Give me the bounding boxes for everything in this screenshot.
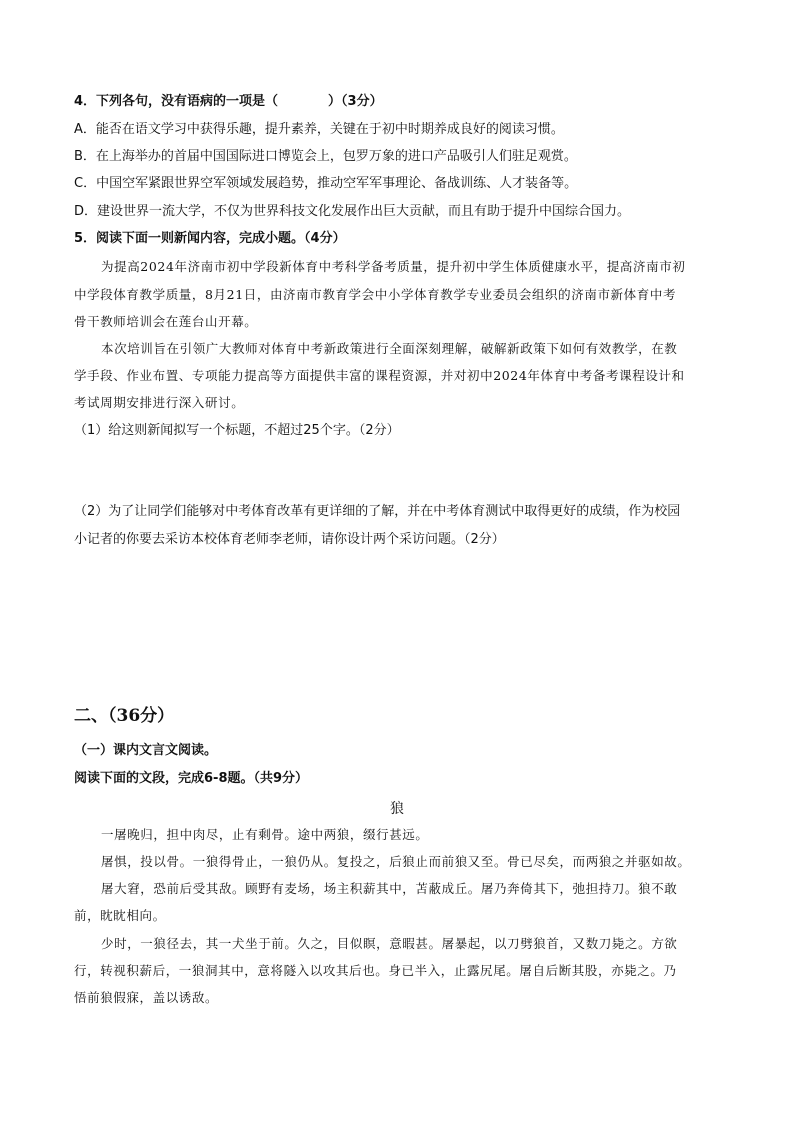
option-a: A．能否在语文学习中获得乐趣，提升素养，关键在于初中时期养成良好的阅读习惯。	[74, 122, 564, 137]
section-2-instruction: 阅读下面的文段，完成6-8题。（共9分）	[74, 771, 309, 786]
classical-text-line: 前，眈眈相向。	[74, 908, 166, 923]
option-b: B．在上海举办的首届中国国际进口博览会上，包罗万象的进口产品吸引人们驻足观赏。	[74, 149, 577, 164]
text-title: 狼	[390, 801, 404, 817]
option-d: D．建设世界一流大学，不仅为世界科技文化发展作出巨大贡献，而且有助于提升中国综合国力。	[74, 204, 631, 219]
classical-text-line: 悟前狼假寐，盖以诱敌。	[74, 990, 219, 1005]
classical-text-line: 屠大窘，恐前后受其敌。顾野有麦场，场主积薪其中，苫蔽成丘。屠乃奔倚其下，弛担持刀。狼不敢	[101, 881, 678, 896]
question-5-part-1: （1）给这则新闻拟写一个标题，不超过25个字。（2分）	[74, 423, 400, 438]
classical-text-line: 屠惧，投以骨。一狼得骨止，一狼仍从。复投之，后狼止而前狼又至。骨已尽矣，而两狼之并驱如故。	[101, 854, 691, 869]
question-4-stem-end: ）（3分）	[328, 94, 383, 109]
classical-text-line: 一屠晚归，担中肉尽，止有剩骨。途中两狼，缀行甚远。	[101, 827, 429, 842]
news-line: 中学段体育教学质量，8月21日，由济南市教育学会中小学体育教学专业委员会组织的济南市新体育中考	[74, 287, 677, 302]
classical-text-line: 行，转视积薪后，一狼洞其中，意将隧入以攻其后也。身已半入，止露尻尾。屠自后断其股，亦毙之。乃	[74, 963, 677, 978]
news-line: 本次培训旨在引领广大教师对体育中考新政策进行全面深刻理解，破解新政策下如何有效教学，在教	[101, 341, 678, 356]
question-5-stem: 5．阅读下面一则新闻内容，完成小题。（4分）	[74, 231, 346, 246]
question-4-stem	[74, 93, 383, 111]
question-5-part-2-line: 小记者的你要去采访本校体育老师李老师，请你设计两个采访问题。（2分）	[74, 532, 505, 547]
news-line: 学手段、作业布置、专项能力提高等方面提供丰富的课程资源，并对初中2024年体育中考备考课程设计和	[74, 368, 685, 383]
section-2-subheading: （一）课内文言文阅读。	[74, 743, 218, 758]
question-5-part-2-line: （2）为了让同学们能够对中考体育改革有更详细的了解，并在中考体育测试中取得更好的成绩，作为校园	[74, 504, 681, 519]
classical-text-line: 少时，一狼径去，其一犬坐于前。久之，目似瞑，意暇甚。屠暴起，以刀劈狼首，又数刀毙之。方欲	[101, 936, 678, 951]
news-line: 骨干教师培训会在莲台山开幕。	[74, 314, 258, 329]
news-line: 考试周期安排进行深入研讨。	[74, 395, 245, 410]
question-4-stem-start: 4．下列各句，没有语病的一项是（	[74, 94, 279, 109]
news-line: 为提高2024年济南市初中学段新体育中考科学备考质量，提升初中学生体质健康水平，提高济南市初	[101, 259, 686, 274]
option-c: C．中国空军紧跟世界空军领域发展趋势，推动空军军事理论、备战训练、人才装备等。	[74, 176, 578, 191]
section-2-heading: 二、（36分）	[74, 706, 175, 726]
